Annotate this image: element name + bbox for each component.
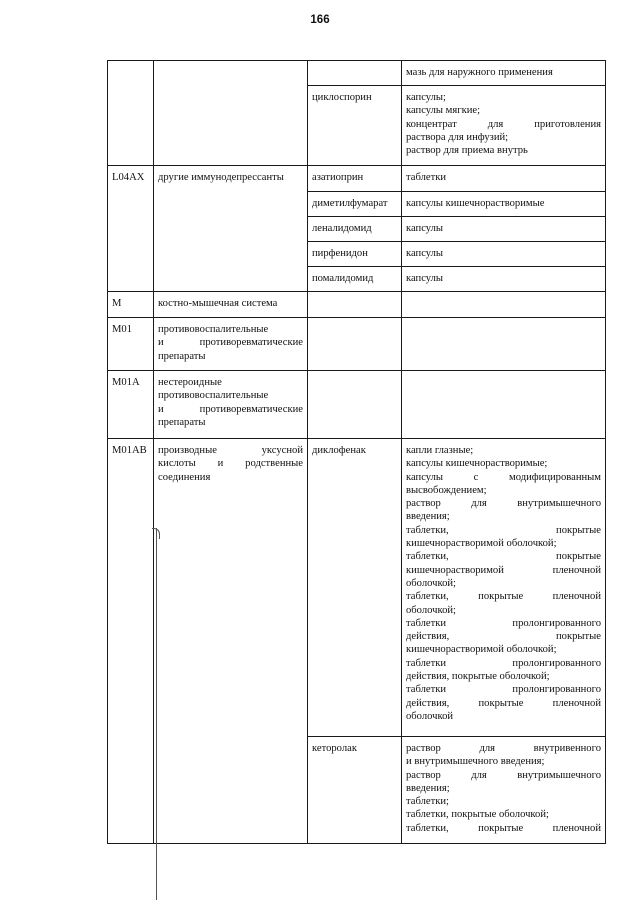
atc-code: M01AB [112, 445, 147, 456]
table-row [108, 371, 606, 439]
group-name: костно-мышечная система [158, 298, 278, 309]
page-number: 166 [310, 14, 330, 26]
inn-cell [308, 267, 402, 292]
dosage-form-line: капсулы; [406, 92, 446, 103]
dosage-form-line: концентрат для приготовления [406, 118, 601, 130]
table-row [108, 292, 606, 318]
atc-code-cell [108, 371, 154, 439]
table-row [108, 439, 606, 737]
dosage-form-line: и внутримышечного введения; [406, 756, 545, 768]
dosage-form-line: раствор для приема внутрь [406, 145, 528, 157]
dosage-form-line: таблетки пролонгированного [406, 684, 601, 696]
dosage-form-line: таблетки; [406, 796, 449, 808]
group-name-cell [154, 318, 308, 371]
inn-name: диметилфумарат [312, 198, 388, 209]
dosage-form-line: таблетки, покрытые [406, 524, 601, 536]
inn-name: помалидомид [312, 273, 374, 284]
table-row [108, 61, 606, 86]
atc-code: M01 [112, 324, 133, 335]
dosage-forms-cell [402, 371, 606, 439]
inn-name: леналидомид [312, 223, 372, 234]
dosage-forms-cell [402, 192, 606, 217]
dosage-form-line: капсулы [406, 223, 444, 234]
dosage-form-line: оболочкой [406, 710, 454, 722]
dosage-form-line: таблетки, покрытые пленочной [406, 591, 601, 603]
atc-code: M01A [112, 377, 140, 388]
dosage-form-line: высвобождением; [406, 484, 487, 496]
group-name-line: противовоспалительные [158, 324, 269, 335]
inn-cell [308, 737, 402, 844]
dosage-form-line: капсулы кишечнорастворимые; [406, 458, 548, 470]
group-name-line: нестероидные [158, 377, 222, 388]
dosage-forms-cell [402, 242, 606, 267]
atc-code-cell [108, 439, 154, 844]
atc-code: M [112, 298, 122, 309]
dosage-forms-cell [402, 61, 606, 86]
dosage-form-line: капсулы мягкие; [406, 105, 481, 117]
table-row [108, 166, 606, 192]
dosage-form-line: капсулы [406, 273, 444, 284]
dosage-forms-cell [402, 439, 606, 737]
group-name-line: противовоспалительные [158, 390, 269, 402]
atc-code-cell [108, 61, 154, 166]
inn-cell [308, 61, 402, 86]
dosage-form-line: капсулы кишечнорастворимые [406, 198, 545, 209]
inn-cell [308, 292, 402, 318]
inn-cell [308, 242, 402, 267]
dosage-forms-cell [402, 737, 606, 844]
group-name-cell [154, 292, 308, 318]
group-name-line: производные уксусной [158, 445, 303, 456]
dosage-form-line: капсулы [406, 248, 444, 259]
dosage-form-line: раствор для внутримышечного [406, 769, 601, 781]
inn-cell [308, 439, 402, 737]
dosage-form-line: кишечнорастворимой оболочкой; [406, 644, 557, 656]
dosage-form-line: таблетки, покрытые [406, 551, 601, 563]
dosage-form-line: таблетки, покрытые пленочной [406, 822, 601, 834]
dosage-forms-cell [402, 267, 606, 292]
dosage-form-line: введения; [406, 782, 450, 794]
group-name-line: и противоревматические [158, 337, 303, 349]
dosage-form-line: раствор для внутривенного [406, 743, 601, 754]
dosage-forms-cell [402, 86, 606, 166]
dosage-form-line: таблетки [406, 172, 447, 183]
dosage-forms-cell [402, 217, 606, 242]
inn-name: кеторолак [312, 743, 357, 754]
group-name-cell [154, 61, 308, 166]
atc-code-cell [108, 166, 154, 292]
dosage-form-line: раствора для инфузий; [406, 131, 509, 143]
dosage-form-line: кишечнорастворимой оболочкой; [406, 538, 557, 550]
dosage-form-line: введения; [406, 511, 450, 523]
inn-name: диклофенак [312, 445, 366, 456]
inn-name: пирфенидон [312, 248, 368, 259]
atc-code: L04AX [112, 172, 145, 183]
group-name: другие иммунодепрессанты [158, 172, 284, 183]
group-name-line: кислоты и родственные [158, 458, 303, 470]
medication-table [107, 60, 606, 844]
dosage-forms-cell [402, 292, 606, 318]
dosage-form-line: оболочкой; [406, 577, 456, 589]
group-name-cell [154, 371, 308, 439]
dosage-form-line: мазь для наружного применения [406, 67, 553, 78]
dosage-form-line: действия, покрытые пленочной [406, 697, 601, 709]
dosage-form-line: раствор для внутримышечного [406, 498, 601, 510]
dosage-forms-cell [402, 166, 606, 192]
dosage-form-line: таблетки, покрытые оболочкой; [406, 809, 549, 821]
dosage-form-line: действия, покрытые [406, 631, 601, 643]
inn-cell [308, 86, 402, 166]
dosage-forms-cell [402, 318, 606, 371]
group-name-line: и противоревматические [158, 403, 303, 415]
dosage-form-line: капли глазные; [406, 445, 474, 456]
inn-cell [308, 217, 402, 242]
inn-cell [308, 371, 402, 439]
dosage-form-line: оболочкой; [406, 604, 456, 616]
group-name-cell [154, 166, 308, 292]
dosage-form-line: действия, покрытые оболочкой; [406, 671, 550, 683]
group-name-line: препараты [158, 350, 206, 362]
dosage-form-line: таблетки пролонгированного [406, 657, 601, 669]
inn-cell [308, 192, 402, 217]
inn-name: циклоспорин [312, 92, 372, 103]
atc-code-cell [108, 318, 154, 371]
table-row [108, 318, 606, 371]
dosage-form-line: капсулы с модифицированным [406, 471, 601, 483]
dosage-form-line: кишечнорастворимой пленочной [406, 564, 601, 576]
margin-line [156, 528, 158, 900]
dosage-form-line: таблетки пролонгированного [406, 617, 601, 629]
group-name-line: препараты [158, 416, 206, 428]
group-name-cell [154, 439, 308, 844]
group-name-line: соединения [158, 471, 211, 483]
inn-name: азатиоприн [312, 172, 364, 183]
inn-cell [308, 166, 402, 192]
atc-code-cell [108, 292, 154, 318]
inn-cell [308, 318, 402, 371]
